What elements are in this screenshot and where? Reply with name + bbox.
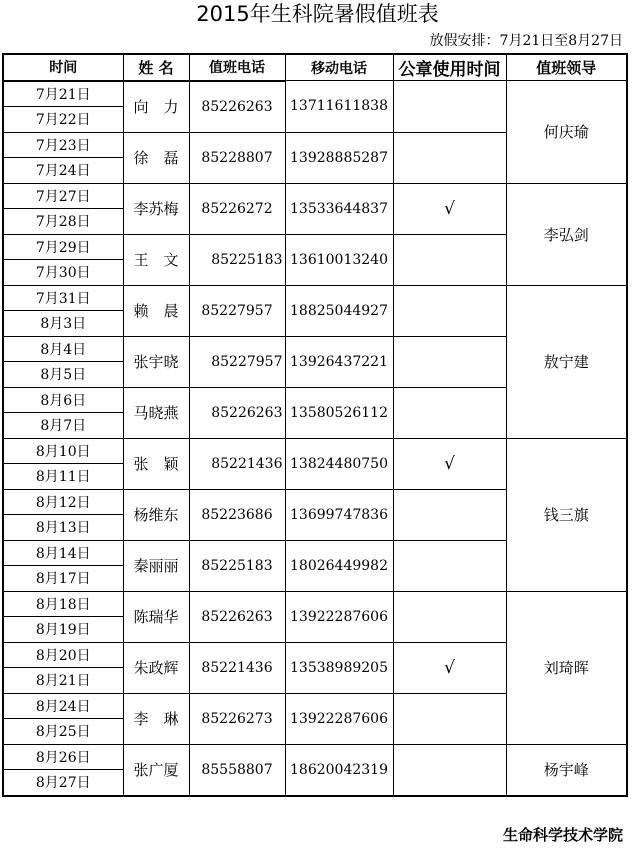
name-cell: 杨维东 xyxy=(123,489,189,540)
name-cell: 张宇晓 xyxy=(123,336,189,387)
seal-time-cell xyxy=(393,285,506,336)
page-title: 2015年生科院暑假值班表 xyxy=(196,2,439,26)
table-header-row xyxy=(3,54,627,81)
date-cell: 8月14日 xyxy=(3,540,123,566)
duty-phone-cell: 85221436 xyxy=(189,438,285,489)
seal-time-cell xyxy=(393,81,506,133)
mobile-cell: 13711611838 xyxy=(285,81,393,133)
date-cell: 7月22日 xyxy=(3,107,123,133)
date-cell: 8月5日 xyxy=(3,362,123,388)
date-cell: 7月27日 xyxy=(3,183,123,209)
leader-cell: 杨宇峰 xyxy=(506,744,627,796)
date-cell: 8月21日 xyxy=(3,668,123,694)
holiday-schedule: 放假安排：7月21日至8月27日 xyxy=(429,33,623,49)
date-cell: 8月24日 xyxy=(3,693,123,719)
date-cell: 7月29日 xyxy=(3,234,123,260)
seal-time-cell xyxy=(393,693,506,744)
seal-time-cell: √ xyxy=(393,438,506,489)
mobile-cell: 13610013240 xyxy=(285,234,393,285)
mobile-cell: 13926437221 xyxy=(285,336,393,387)
leader-cell: 李弘剑 xyxy=(506,183,627,285)
date-cell: 7月21日 xyxy=(3,81,123,107)
header-leader: 值班领导 xyxy=(506,54,627,81)
header-duty-phone: 值班电话 xyxy=(189,54,285,81)
duty-phone-cell: 85228807 xyxy=(189,132,285,183)
seal-time-cell: √ xyxy=(393,642,506,693)
date-cell: 8月27日 xyxy=(3,770,123,796)
duty-phone-cell: 85227957 xyxy=(189,285,285,336)
name-cell: 朱政辉 xyxy=(123,642,189,693)
duty-phone-cell: 85226263 xyxy=(189,387,285,438)
date-cell: 8月7日 xyxy=(3,413,123,439)
date-cell: 7月31日 xyxy=(3,285,123,311)
leader-cell: 钱三旗 xyxy=(506,438,627,591)
duty-phone-cell: 85226263 xyxy=(189,591,285,642)
mobile-cell: 13922287606 xyxy=(285,693,393,744)
name-cell: 王 文 xyxy=(123,234,189,285)
date-cell: 8月4日 xyxy=(3,336,123,362)
date-cell: 8月10日 xyxy=(3,438,123,464)
date-cell: 8月11日 xyxy=(3,464,123,490)
mobile-cell: 13533644837 xyxy=(285,183,393,234)
header-date: 时间 xyxy=(3,54,123,81)
duty-phone-cell: 85225183 xyxy=(189,234,285,285)
name-cell: 徐 磊 xyxy=(123,132,189,183)
table-row xyxy=(3,438,627,464)
table-row xyxy=(3,183,627,209)
seal-time-cell xyxy=(393,132,506,183)
mobile-cell: 13580526112 xyxy=(285,387,393,438)
duty-phone-cell: 85226272 xyxy=(189,183,285,234)
name-cell: 李苏梅 xyxy=(123,183,189,234)
mobile-cell: 13699747836 xyxy=(285,489,393,540)
name-cell: 陈瑞华 xyxy=(123,591,189,642)
duty-phone-cell: 85558807 xyxy=(189,744,285,796)
date-cell: 8月17日 xyxy=(3,566,123,592)
header-mobile: 移动电话 xyxy=(285,54,393,81)
mobile-cell: 18825044927 xyxy=(285,285,393,336)
duty-phone-cell: 85225183 xyxy=(189,540,285,591)
seal-time-cell xyxy=(393,744,506,796)
date-cell: 8月19日 xyxy=(3,617,123,643)
mobile-cell: 13538989205 xyxy=(285,642,393,693)
header-name: 姓 名 xyxy=(123,54,189,81)
duty-table xyxy=(2,53,628,797)
table-row xyxy=(3,591,627,617)
date-cell: 8月20日 xyxy=(3,642,123,668)
date-cell: 8月26日 xyxy=(3,744,123,770)
seal-time-cell xyxy=(393,336,506,387)
date-cell: 7月23日 xyxy=(3,132,123,158)
duty-phone-cell: 85223686 xyxy=(189,489,285,540)
header-seal-time: 公章使用时间 xyxy=(393,54,506,81)
date-cell: 8月3日 xyxy=(3,311,123,337)
leader-cell: 刘琦晖 xyxy=(506,591,627,744)
name-cell: 秦丽丽 xyxy=(123,540,189,591)
seal-time-cell xyxy=(393,234,506,285)
duty-phone-cell: 85227957 xyxy=(189,336,285,387)
seal-time-cell xyxy=(393,591,506,642)
name-cell: 赖 晨 xyxy=(123,285,189,336)
seal-time-cell: √ xyxy=(393,183,506,234)
table-row xyxy=(3,285,627,311)
mobile-cell: 13824480750 xyxy=(285,438,393,489)
mobile-cell: 18026449982 xyxy=(285,540,393,591)
name-cell: 向 力 xyxy=(123,81,189,133)
mobile-cell: 18620042319 xyxy=(285,744,393,796)
date-cell: 8月12日 xyxy=(3,489,123,515)
seal-time-cell xyxy=(393,489,506,540)
duty-phone-cell: 85226273 xyxy=(189,693,285,744)
table-row xyxy=(3,81,627,107)
date-cell: 7月24日 xyxy=(3,158,123,184)
date-cell: 8月6日 xyxy=(3,387,123,413)
leader-cell: 何庆瑜 xyxy=(506,81,627,184)
footer-school: 生命科学技术学院 xyxy=(502,826,623,844)
seal-time-cell xyxy=(393,540,506,591)
table-row xyxy=(3,744,627,770)
name-cell: 张 颖 xyxy=(123,438,189,489)
duty-phone-cell: 85221436 xyxy=(189,642,285,693)
table-body xyxy=(3,81,627,796)
date-cell: 8月25日 xyxy=(3,719,123,745)
date-cell: 7月28日 xyxy=(3,209,123,235)
mobile-cell: 13928885287 xyxy=(285,132,393,183)
date-cell: 7月30日 xyxy=(3,260,123,286)
seal-time-cell xyxy=(393,387,506,438)
date-cell: 8月18日 xyxy=(3,591,123,617)
date-cell: 8月13日 xyxy=(3,515,123,541)
leader-cell: 敖宁建 xyxy=(506,285,627,438)
name-cell: 马晓燕 xyxy=(123,387,189,438)
mobile-cell: 13922287606 xyxy=(285,591,393,642)
duty-phone-cell: 85226263 xyxy=(189,81,285,133)
name-cell: 李 琳 xyxy=(123,693,189,744)
name-cell: 张广厦 xyxy=(123,744,189,796)
